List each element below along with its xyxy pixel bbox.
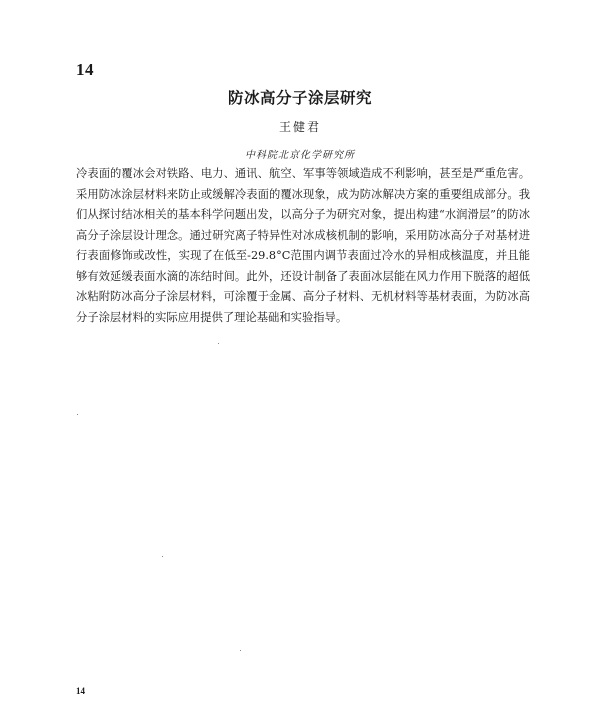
affiliation: 中科院北京化学研究所 xyxy=(245,150,355,161)
abstract-body: 冷表面的覆冰会对铁路、电力、通讯、航空、军事等领域造成不利影响，甚至是严重危害。采用防冰涂层材料来防止或缓解冷表面的覆冰现象，成为防冰解决方案的重要组成部分。我们从探讨结冰相关的基本科学问题出发，以高分子为研究对象，提出构建“水润滑层”的防冰高分子涂层设计理念。通过研究离子特异性对冰成核机制的影响，采用防冰高分子对基材进行表面修饰或改性，实现了在低至-29.8°C范围内调节表面过冷水的异相成核温度，并且能够有效延缓表面水滴的冻结时间。此外，还设计制备了表面冰层能在风力作用下脱落的超低冰粘附防冰高分子涂层材料，可涂覆于金属、高分子材料、无机材料等基材表面，为防冰高分子涂层材料的实际应用提供了理论基础和实验指导。 xyxy=(76,167,530,324)
scan-speck xyxy=(240,650,241,651)
scan-speck xyxy=(77,414,78,415)
paper-title: 防冰高分子涂层研究 xyxy=(227,89,372,107)
page-number-bottom: 14 xyxy=(76,686,85,696)
scan-speck xyxy=(162,556,163,557)
author: 王健君 xyxy=(278,120,321,134)
page-number-top: 14 xyxy=(76,60,94,79)
scan-speck xyxy=(218,343,219,344)
